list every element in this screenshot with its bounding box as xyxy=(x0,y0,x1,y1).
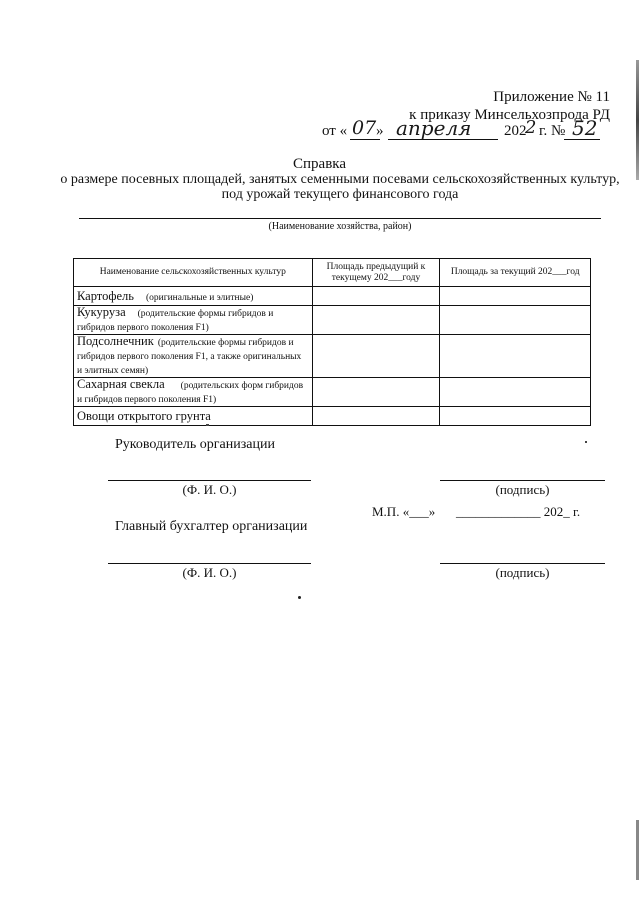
accountant-fio-line xyxy=(108,563,311,564)
crop-name: Кукуруза xyxy=(77,305,126,319)
head-signature-caption: (подпись) xyxy=(495,482,550,497)
document-subtitle-1: о размере посевных площадей, занятых семенными посевами сельскохозяйственных культур, xyxy=(60,172,620,187)
head-signature-line xyxy=(440,480,605,481)
table-row xyxy=(74,335,591,378)
date-line xyxy=(316,116,616,144)
table-header-row xyxy=(74,259,591,287)
year-suffix: г. № xyxy=(539,123,566,139)
previous-year-cell[interactable] xyxy=(312,407,440,426)
previous-year-cell[interactable] xyxy=(312,306,440,335)
head-fio-caption: (Ф. И. О.) xyxy=(182,482,237,497)
previous-year-cell[interactable] xyxy=(312,335,440,378)
head-label: Руководитель организации xyxy=(115,437,275,452)
head-fio-line xyxy=(108,480,311,481)
crop-name: Сахарная свекла xyxy=(77,377,165,391)
date-blank: _____________ 202_ г. xyxy=(456,504,581,519)
table-row xyxy=(74,287,591,306)
table-row xyxy=(74,407,591,426)
date-quote-close: » xyxy=(376,123,384,139)
scan-speck xyxy=(298,596,301,599)
organization-caption: (Наименование хозяйства, район) xyxy=(268,221,412,232)
accountant-signature-line xyxy=(440,563,605,564)
table-row xyxy=(74,378,591,407)
crop-name: Овощи открытого грунта xyxy=(77,409,211,423)
previous-year-cell[interactable] xyxy=(312,287,440,306)
crop-note: (родительских форм гибридов и гибридов первого поколения F1) xyxy=(77,381,304,405)
crop-name: Подсолнечник xyxy=(77,334,154,348)
table-row xyxy=(74,306,591,335)
crops-table xyxy=(73,258,591,426)
scan-speck xyxy=(585,441,587,443)
crop-note: (родительские формы гибридов и гибридов первого поколения F1) xyxy=(77,309,274,333)
month-handwritten: апреля xyxy=(396,116,472,140)
current-year-cell[interactable] xyxy=(440,306,591,335)
day-handwritten: 07 xyxy=(352,117,377,139)
previous-year-cell[interactable] xyxy=(312,378,440,407)
header-previous-year: Площадь предыдущий к текущему 202___году xyxy=(312,259,440,287)
accountant-signature-caption: (подпись) xyxy=(495,565,550,580)
number-handwritten: 52 xyxy=(572,116,598,140)
scan-speck xyxy=(206,424,209,426)
document-subtitle-2: под урожай текущего финансового года xyxy=(221,187,459,202)
stamp-label: М.П. «___» xyxy=(372,504,436,519)
year-prefix: 202 xyxy=(504,123,527,139)
year-handwritten: 2 xyxy=(525,117,537,138)
current-year-cell[interactable] xyxy=(440,287,591,306)
accountant-fio-caption: (Ф. И. О.) xyxy=(182,565,237,580)
header-crops: Наименование сельскохозяйственных культур xyxy=(74,259,313,287)
crop-name: Картофель xyxy=(77,289,134,303)
current-year-cell[interactable] xyxy=(440,378,591,407)
accountant-label: Главный бухгалтер организации xyxy=(115,519,308,534)
current-year-cell[interactable] xyxy=(440,335,591,378)
appendix-title: Приложение № 11 xyxy=(493,89,610,105)
header-current-year: Площадь за текущий 202___год xyxy=(440,259,591,287)
crop-note: (оригинальные и элитные) xyxy=(145,293,254,303)
crop-note: (родительские формы гибридов и гибридов первого поколения F1, а также оригинальных и элитных семян) xyxy=(77,338,302,376)
order-reference: к приказу Минсельхозпрода РД xyxy=(409,107,610,123)
document-title: Справка xyxy=(293,156,346,172)
organization-line xyxy=(79,218,601,219)
date-prefix: от « xyxy=(322,123,348,139)
current-year-cell[interactable] xyxy=(440,407,591,426)
